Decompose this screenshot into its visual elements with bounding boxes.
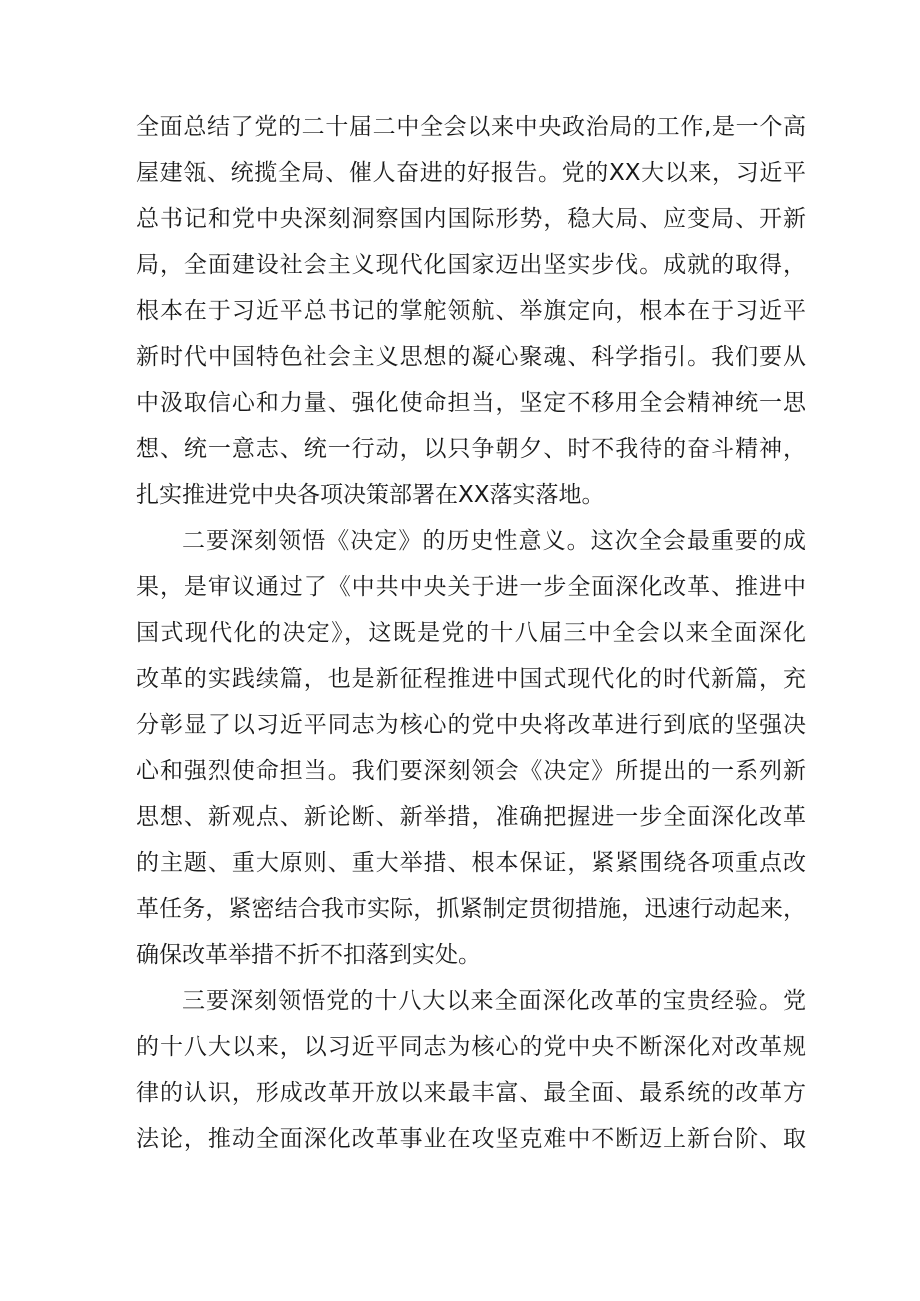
text-line: 想、统一意志、统一行动，以只争朝夕、时不我待的奋斗精神， — [136, 436, 806, 462]
paragraph-two-heading-line: 二要深刻领悟《决定》的历史性意义。这次全会最重要的成 — [182, 528, 806, 554]
body-text — [136, 104, 806, 1162]
text-line: 分彰显了以习近平同志为核心的党中央将改革进行到底的坚强决 — [136, 712, 806, 738]
text-line: 总书记和党中央深刻洞察国内国际形势，稳大局、应变局、开新 — [136, 206, 806, 232]
text-line: 法论，推动全面深化改革事业在攻坚克难中不断迈上新台阶、取 — [136, 1126, 806, 1152]
text-line: 思想、新观点、新论断、新举措，准确把握进一步全面深化改革 — [136, 804, 806, 830]
text-line: 新时代中国特色社会主义思想的凝心聚魂、科学指引。我们要从 — [136, 344, 806, 370]
text-line: 全面总结了党的二十届二中全会以来中央政治局的工作,是一个高 — [136, 114, 806, 140]
text-line: 的十八大以来，以习近平同志为核心的党中央不断深化对改革规 — [136, 1034, 806, 1060]
text-line: 改革的实践续篇，也是新征程推进中国式现代化的时代新篇，充 — [136, 666, 806, 692]
text-line: 局，全面建设社会主义现代化国家迈出坚实步伐。成就的取得， — [136, 252, 806, 278]
text-line: 确保改革举措不折不扣落到实处。 — [136, 942, 481, 968]
text-line: 国式现代化的决定》，这既是党的十八届三中全会以来全面深化 — [136, 620, 806, 646]
text-line: 根本在于习近平总书记的掌舵领航、举旗定向，根本在于习近平 — [136, 298, 806, 324]
text-line: 中汲取信心和力量、强化使命担当，坚定不移用全会精神统一思 — [136, 390, 806, 416]
text-line: 扎实推进党中央各项决策部署在XX落实落地。 — [136, 482, 605, 508]
paragraph-three-heading-line: 三要深刻领悟党的十八大以来全面深化改革的宝贵经验。党 — [182, 988, 806, 1014]
text-line: 律的认识，形成改革开放以来最丰富、最全面、最系统的改革方 — [136, 1080, 806, 1106]
text-line: 革任务，紧密结合我市实际，抓紧制定贯彻措施，迅速行动起来， — [136, 896, 806, 922]
text-line: 果，是审议通过了《中共中央关于进一步全面深化改革、推进中 — [136, 574, 806, 600]
text-line: 的主题、重大原则、重大举措、根本保证，紧紧围绕各项重点改 — [136, 850, 806, 876]
text-line: 心和强烈使命担当。我们要深刻领会《决定》所提出的一系列新 — [136, 758, 806, 784]
text-line: 屋建瓴、统揽全局、催人奋进的好报告。党的XX大以来，习近平 — [136, 160, 806, 186]
